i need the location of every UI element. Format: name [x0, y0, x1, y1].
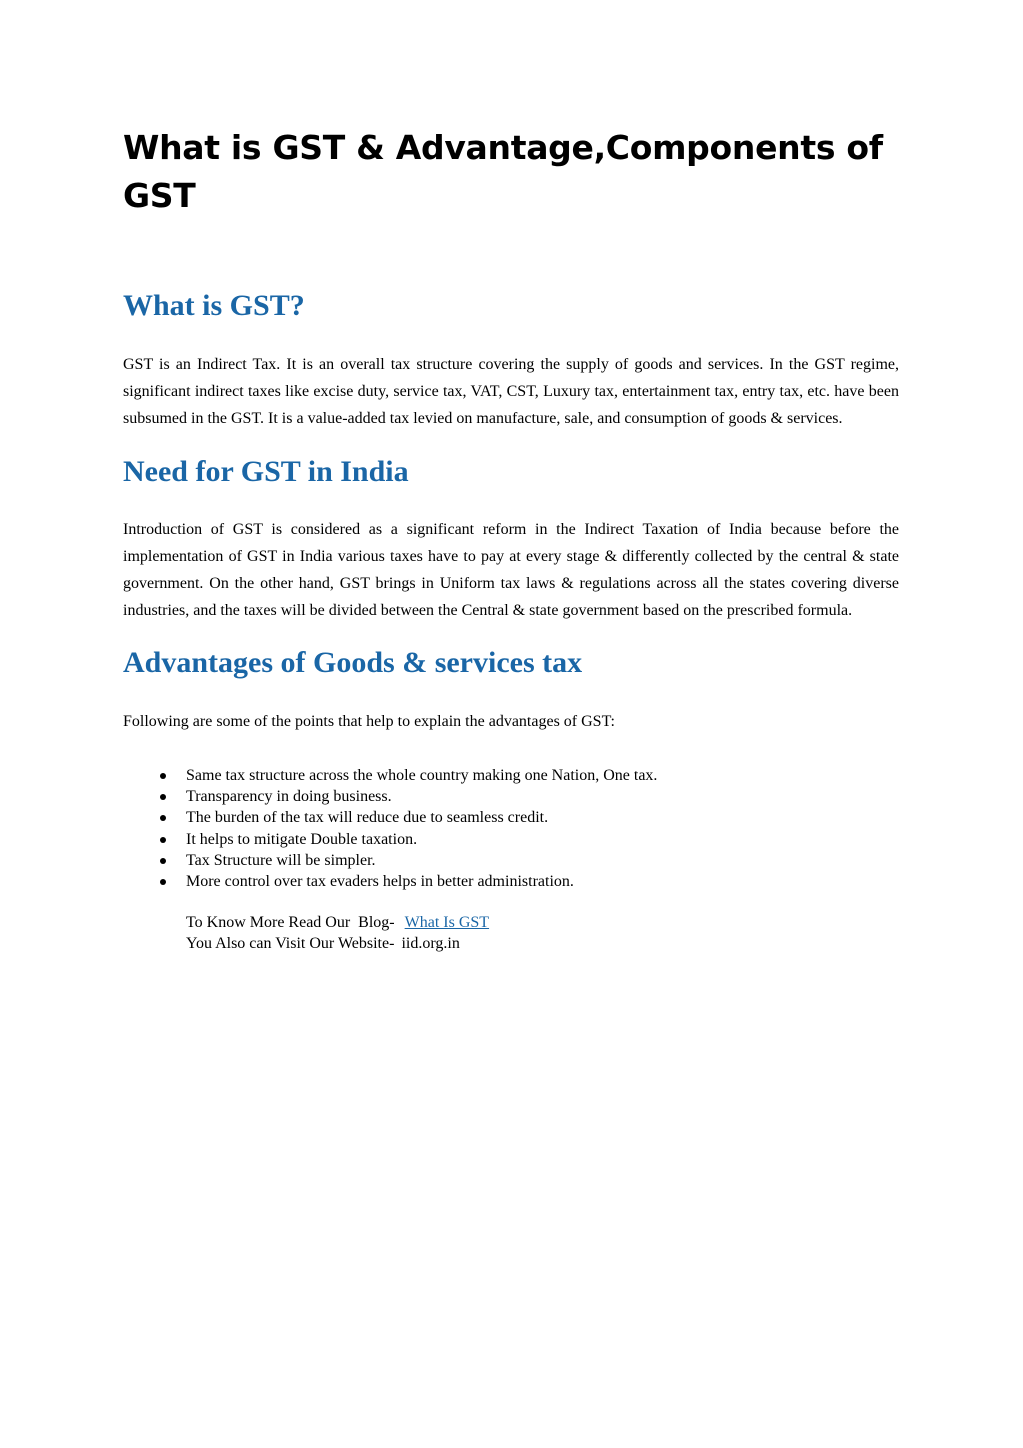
list-item	[123, 807, 899, 828]
bullet-icon	[160, 794, 166, 800]
heading-need-for-gst: Need for GST in India	[123, 455, 409, 488]
blog-label: To Know More Read Our Blog-	[186, 914, 395, 932]
list-item	[123, 786, 899, 807]
list-item	[123, 871, 899, 892]
list-item-text: Transparency in doing business.	[186, 788, 392, 806]
list-item	[123, 829, 899, 850]
bullet-icon	[160, 837, 166, 843]
footer-links	[186, 912, 899, 954]
list-item-text: It helps to mitigate Double taxation.	[186, 830, 418, 848]
bullet-icon	[160, 879, 166, 885]
list-item	[123, 850, 899, 871]
list-item	[123, 765, 899, 786]
blog-link[interactable]: What Is GST	[404, 914, 490, 932]
paragraph-need-for-gst: Introduction of GST is considered as a significant reform in the Indirect Taxation of India because before the implementation of GST in India various taxes have to pay at every stage & differently collected by the central & state government. On the other hand, GST brings in Uniform tax laws & regulations across all the states covering diverse industries, and the taxes will be divided between the Central & state government based on the prescribed formula.	[123, 521, 899, 619]
paragraph-what-is-gst: GST is an Indirect Tax. It is an overall tax structure covering the supply of goods and services. In the GST regime, significant indirect taxes like excise duty, service tax, VAT, CST, Luxury tax, entertainment tax, entry tax, etc. have been subsumed in the GST. It is a value-added tax levied on manufacture, sale, and consumption of goods & services.	[123, 356, 899, 427]
list-item-text: The burden of the tax will reduce due to seamless credit.	[186, 809, 549, 827]
bullet-icon	[160, 773, 166, 779]
list-item-text: More control over tax evaders helps in better administration.	[186, 873, 574, 891]
bullet-icon	[160, 858, 166, 864]
website-line	[186, 933, 899, 954]
heading-advantages: Advantages of Goods & services tax	[123, 646, 583, 679]
heading-what-is-gst: What is GST?	[123, 289, 305, 322]
document-page	[123, 124, 899, 954]
website-label: You Also can Visit Our Website-	[186, 935, 395, 953]
blog-line	[186, 912, 899, 933]
list-item-text: Tax Structure will be simpler.	[186, 851, 376, 869]
bullet-icon	[160, 815, 166, 821]
advantages-list	[123, 765, 899, 892]
document-title: What is GST & Advantage,Components of GST	[123, 128, 883, 215]
list-item-text: Same tax structure across the whole country making one Nation, One tax.	[186, 767, 658, 784]
website-text: iid.org.in	[401, 935, 460, 953]
paragraph-advantages-intro: Following are some of the points that help to explain the advantages of GST:	[123, 713, 615, 730]
